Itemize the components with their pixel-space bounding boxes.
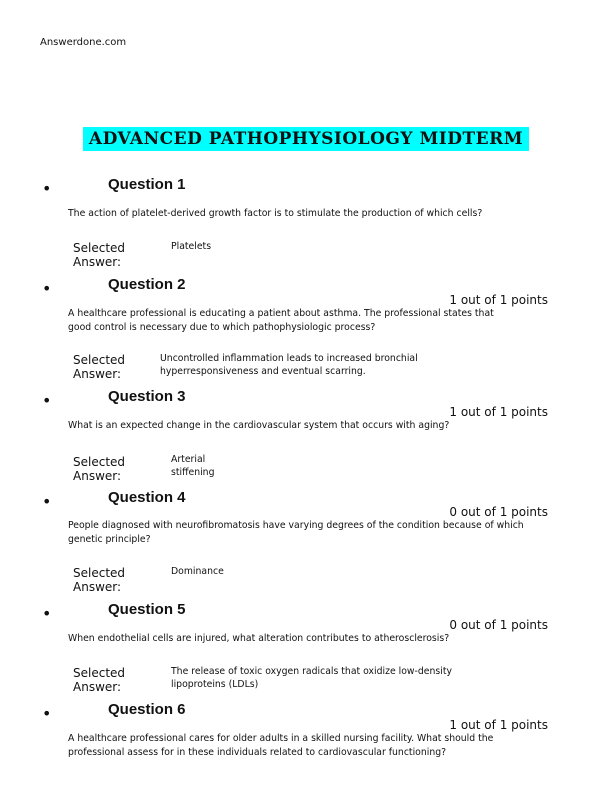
selected-label: Selected <box>73 566 126 580</box>
bullet: • <box>42 391 52 410</box>
selected-answer: Dominance <box>171 566 224 577</box>
question-text: A healthcare professional cares for older adults in a skilled nursing facility. What should the professional assess for in these individuals related to cardiovascular functioning? <box>68 733 494 758</box>
answer-label: Answer: <box>73 680 122 694</box>
question-points: 0 out of 1 points <box>449 505 548 519</box>
question-points: 1 out of 1 points <box>449 293 548 307</box>
question-title: Question 3 <box>108 388 186 405</box>
selected-answer: Uncontrolled inflammation leads to increased bronchial hyperresponsiveness and eventual scarring. <box>160 353 418 377</box>
question-points: 0 out of 1 points <box>449 618 548 632</box>
answer-label: Answer: <box>73 255 122 269</box>
question-title: Question 2 <box>108 276 186 293</box>
selected-answer: Platelets <box>171 241 212 252</box>
question-points: 1 out of 1 points <box>449 718 548 732</box>
question-text: People diagnosed with neurofibromatosis have varying degrees of the condition because of which genetic principle? <box>68 520 524 545</box>
question-title: Question 4 <box>108 489 186 506</box>
question-text: When endothelial cells are injured, what alteration contributes to atherosclerosis? <box>68 633 450 644</box>
selected-answer-label <box>73 666 125 694</box>
selected-answer-label <box>73 241 125 269</box>
question-title: Question 1 <box>108 176 186 193</box>
selected-answer: The release of toxic oxygen radicals that oxidize low-density lipoproteins (LDLs) <box>171 666 452 690</box>
site-name: Answerdone.com <box>40 37 127 48</box>
selected-answer-label <box>73 455 125 483</box>
selected-label: Selected <box>73 455 126 469</box>
selected-answer-label <box>73 566 125 594</box>
bullet: • <box>42 492 52 511</box>
selected-answer-label <box>73 353 125 381</box>
question-points: 1 out of 1 points <box>449 405 548 419</box>
bullet: • <box>42 279 52 298</box>
bullet: • <box>42 704 52 723</box>
bullet: • <box>42 179 52 198</box>
selected-answer: Arterial stiffening <box>171 454 215 478</box>
question-title: Question 5 <box>108 601 186 618</box>
selected-label: Selected <box>73 241 126 255</box>
selected-label: Selected <box>73 353 126 367</box>
answer-label: Answer: <box>73 469 122 483</box>
answer-label: Answer: <box>73 367 122 381</box>
bullet: • <box>42 604 52 623</box>
title-container <box>0 127 612 151</box>
page-title: ADVANCED PATHOPHYSIOLOGY MIDTERM <box>83 127 529 151</box>
selected-label: Selected <box>73 666 126 680</box>
question-text: What is an expected change in the cardiovascular system that occurs with aging? <box>68 420 450 431</box>
question-text: The action of platelet-derived growth factor is to stimulate the production of which cells? <box>68 208 483 219</box>
question-title: Question 6 <box>108 701 186 718</box>
question-text: A healthcare professional is educating a patient about asthma. The professional states that good control is necessary due to which pathophysiologic process? <box>68 308 494 333</box>
answer-label: Answer: <box>73 580 122 594</box>
